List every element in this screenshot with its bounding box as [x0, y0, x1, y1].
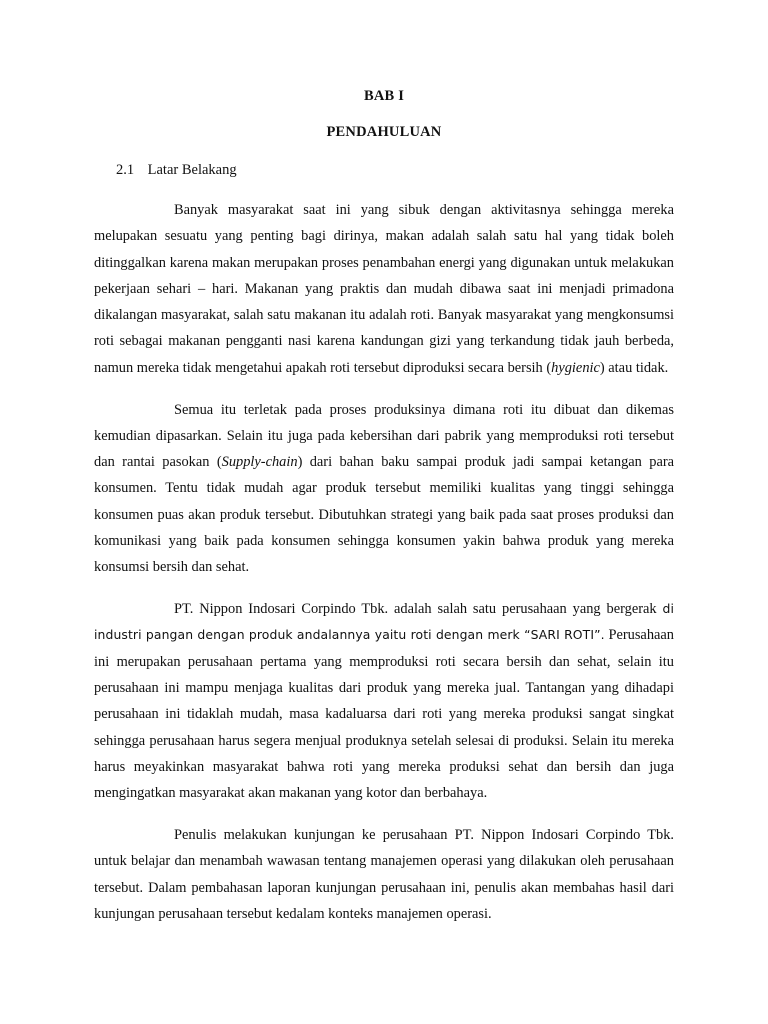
paragraph-3-text-b: Perusahaan ini merupakan perusahaan pertama yang memproduksi roti secara bersih dan sehat, selain itu perusahaan ini mampu menjaga kualitas dari produk yang mereka jual. Tantangan yang dihadapi perusahaan ini tidaklah mudah, masa kadaluarsa dari roti yang mereka produksi sangat singkat sehingga perusahaan harus segera menjual produknya setelah selesai di produksi. Selain itu mereka harus meyakinkan masyarakat bahwa roti yang mereka produksi sehat dan bersih dan juga mengingatkan masyarakat akan makanan yang kotor dan berbahaya.: [94, 627, 674, 802]
paragraph-1-italic-term: hygienic: [551, 359, 600, 376]
paragraph-2-text-b: ) dari bahan baku sampai produk jadi sampai ketangan para konsumen. Tentu tidak mudah agar produk tersebut memiliki kualitas yang tinggi sehingga konsumen puas akan produk tersebut. Dibutuhkan strategi yang baik pada saat proses produksi dan komunikasi yang baik pada konsumen sehingga konsumen yakin bahwa produk yang mereka konsumsi bersih dan sehat.: [94, 454, 675, 576]
section-heading: [116, 162, 237, 179]
chapter-title: PENDAHULUAN: [326, 124, 442, 140]
paragraph-4: [94, 822, 674, 927]
paragraph-1-text-a: Banyak masyarakat saat ini yang sibuk dengan aktivitasnya sehingga mereka melupakan sesuatu yang penting bagi dirinya, makan adalah salah satu hal yang tidak boleh ditinggalkan karena makan merupakan proses penambahan energi yang digunakan untuk melakukan pekerjaan sehari – hari. Makanan yang praktis dan mudah dibawa saat ini menjadi primadona dikalangan masyarakat, salah satu makanan itu adalah roti. Banyak masyarakat yang mengkonsumsi roti sebagai makanan pengganti nasi karena kandungan gizi yang terkandung tidak jauh berbeda, namun mereka tidak mengetahui apakah roti tersebut diproduksi secara bersih (: [94, 202, 674, 376]
paragraph-1: [94, 197, 674, 381]
paragraph-3-alt-font-text: di industri pangan dengan produk andalannya yaitu roti dengan merk “SARI ROTI”.: [94, 601, 674, 643]
section-title: Latar Belakang: [147, 162, 237, 178]
paragraph-2-text-a: Semua itu terletak pada proses produksinya dimana roti itu dibuat dan dikemas kemudian dipasarkan. Selain itu juga pada kebersihan dari pabrik yang memproduksi roti tersebut dan rantai pasokan (: [94, 401, 674, 471]
chapter-label: BAB I: [363, 88, 405, 104]
paragraph-4-text: Penulis melakukan kunjungan ke perusahaan PT. Nippon Indosari Corpindo Tbk. untuk belajar dan menambah wawasan tentang manajemen operasi yang dilakukan oleh perusahaan tersebut. Dalam pembahasan laporan kunjungan perusahaan ini, penulis akan membahas hasil dari kunjungan perusahaan tersebut kedalam konteks manajemen operasi.: [94, 827, 674, 922]
body-text: [94, 197, 674, 943]
paragraph-2-italic-term: Supply-chain: [221, 454, 298, 471]
paragraph-3: [94, 596, 674, 806]
paragraph-3-text-a: PT. Nippon Indosari Corpindo Tbk. adalah salah satu perusahaan yang bergerak: [174, 601, 663, 618]
section-number: 2.1: [116, 162, 135, 178]
paragraph-2: [94, 397, 674, 581]
paragraph-1-text-b: ) atau tidak.: [599, 359, 669, 376]
